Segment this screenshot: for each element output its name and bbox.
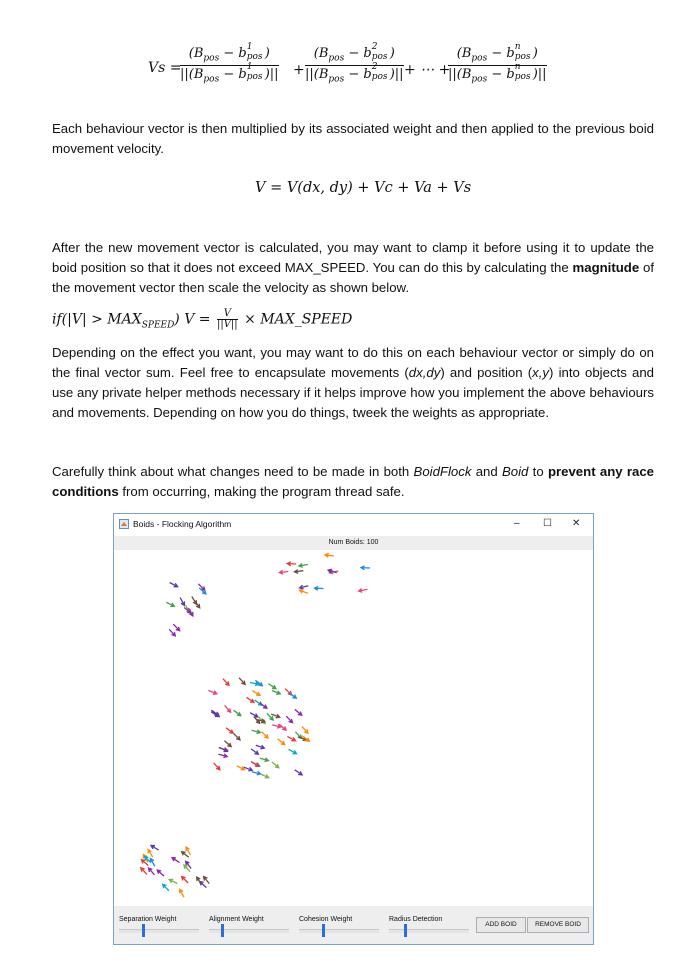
boid-arrow-icon	[180, 889, 184, 897]
paragraph-weights: Each behaviour vector is then multiplied by its associated weight and then applied to the previous boid movement velocity.	[52, 121, 654, 156]
boid-arrow-icon	[315, 586, 324, 590]
radius-detection-slider[interactable]	[386, 916, 472, 932]
boid-arrow-icon	[214, 763, 220, 770]
window-titlebar[interactable]	[114, 514, 593, 536]
boid-arrow-icon	[192, 597, 197, 605]
separation-weight-slider[interactable]	[116, 916, 202, 932]
boid-arrow-icon	[182, 852, 189, 858]
paragraph-encapsulate: Depending on the effect you want, you may want to do this on each behaviour vector or simply do on the final vector sum. Feel free to encapsulate movements (dx,dy) and position (x,y) into objects and use any private helper methods necessary if it helps improve how you implement the above behaviours and movements. Depending on how you do things, tweek the weights as appropriate.	[52, 345, 654, 420]
status-bar	[114, 536, 593, 550]
boid-arrow-icon	[300, 585, 309, 589]
boid-arrow-icon	[262, 732, 268, 738]
boid-arrow-icon	[208, 690, 216, 694]
boid-arrow-icon	[224, 741, 231, 747]
remove-boid-button[interactable]: REMOVE BOID	[527, 917, 589, 933]
boid-arrow-icon	[180, 598, 184, 606]
formula-vs-term-2: ($B_{pos} - b$ 2 pos ) $||(B_{pos} - b$ 2 pos )||	[305, 41, 404, 85]
boid-arrow-icon	[149, 868, 155, 875]
slider-thumb[interactable]	[142, 924, 145, 937]
boids-canvas	[114, 550, 593, 906]
boid-arrow-icon	[219, 754, 228, 758]
controls-panel	[114, 906, 593, 944]
add-boid-button[interactable]: ADD BOID	[476, 917, 526, 933]
boid-arrow-icon	[223, 679, 229, 686]
boid-arrow-icon	[299, 564, 308, 568]
boid-arrow-icon	[151, 846, 159, 851]
boid-arrow-icon	[182, 877, 188, 883]
boid-arrow-icon	[359, 589, 368, 593]
slider-thumb[interactable]	[404, 924, 407, 937]
boid-arrow-icon	[325, 553, 334, 557]
boid-arrow-icon	[300, 590, 309, 594]
boid-arrow-icon	[361, 566, 370, 570]
maximize-button[interactable]: ☐	[543, 518, 552, 529]
boid-arrow-icon	[239, 678, 245, 685]
boid-arrow-icon	[170, 583, 178, 587]
formula-vs-term-n: ($B_{pos} - b$ n pos ) $||(B_{pos} - b$ n pos )||	[448, 41, 547, 85]
boid-arrow-icon	[252, 771, 261, 775]
formula-vs-term-1: ($B_{pos} - b$ 1 pos ) $||(B_{pos} - b$ 1 pos )||	[180, 41, 279, 85]
boid-arrow-icon	[172, 858, 179, 863]
boid-arrow-icon	[186, 847, 190, 855]
minimize-button[interactable]: –	[514, 518, 520, 529]
formula-clamp: $if(|V| > MAX_{SPEED})$ V = $\frac{V}{||V||}$ × MAX_SPEED	[52, 308, 353, 331]
boid-arrow-icon	[225, 705, 231, 712]
alignment-weight-slider[interactable]	[206, 916, 292, 932]
window-title: Boids - Flocking Algorithm	[133, 519, 232, 529]
boid-arrow-icon	[250, 713, 258, 717]
boid-arrow-icon	[247, 697, 254, 702]
boid-arrow-icon	[157, 870, 164, 876]
boid-arrow-icon	[234, 734, 240, 740]
cohesion-weight-slider[interactable]	[296, 916, 382, 932]
formula-velocity-sum: V = V(dx, dy) + Vc + Va + Vs	[255, 180, 472, 196]
slider-track	[389, 929, 469, 933]
boid-arrow-icon	[289, 693, 296, 698]
boid-arrow-icon	[295, 770, 302, 775]
slider-label: Radius Detection	[389, 916, 443, 923]
boids-window	[113, 513, 594, 945]
boid-arrow-icon	[268, 684, 276, 689]
boid-arrow-icon	[173, 624, 179, 631]
plus-ellipsis-sign: + ⋯ +	[404, 62, 451, 78]
boid-arrow-icon	[302, 726, 308, 733]
boid-arrow-icon	[289, 749, 297, 753]
boid-arrow-icon	[166, 602, 174, 606]
boid-arrow-icon	[272, 690, 280, 694]
slider-label: Cohesion Weight	[299, 916, 353, 923]
boid-arrow-icon	[244, 767, 252, 771]
slider-thumb[interactable]	[221, 924, 224, 937]
paragraph-thread-safety: Carefully think about what changes need to be made in both BoidFlock and Boid to prevent any race conditions from occurring, making the program thread safe.	[52, 464, 654, 499]
boid-count-label: Num Boids: 100	[328, 539, 379, 546]
boid-arrow-icon	[260, 758, 269, 762]
paragraph-clamp: After the new movement vector is calculated, you may want to clamp it before using it to update the boid position so that it does not exceed MAX_SPEED. You can do this by calculating the magnitude of the movement vector then scale the velocity as shown below.	[52, 240, 654, 295]
boid-arrow-icon	[251, 761, 259, 766]
boid-arrow-icon	[237, 766, 245, 770]
slider-thumb[interactable]	[322, 924, 325, 937]
app-icon	[119, 519, 129, 529]
plus-sign: +	[293, 62, 305, 78]
boid-arrow-icon	[287, 736, 295, 740]
boid-arrow-icon	[279, 570, 288, 574]
boid-arrow-icon	[148, 850, 153, 858]
boid-arrow-icon	[169, 879, 177, 883]
boid-arrow-icon	[261, 774, 269, 778]
boid-arrow-icon	[286, 716, 292, 723]
boid-arrow-icon	[252, 730, 261, 734]
boid-arrow-icon	[294, 570, 303, 574]
boid-arrow-icon	[197, 877, 202, 885]
boid-arrow-icon	[251, 749, 258, 754]
boid-arrow-icon	[287, 562, 296, 566]
boid-arrow-icon	[204, 877, 210, 884]
slider-track	[299, 929, 379, 933]
formula-vs-lhs: Vs =	[148, 60, 182, 76]
boid-arrow-icon	[272, 762, 279, 768]
boid-arrow-icon	[295, 709, 302, 715]
boid-arrow-icon	[169, 629, 175, 636]
boid-arrow-icon	[234, 710, 241, 715]
boid-arrow-icon	[163, 884, 169, 891]
boid-arrow-icon	[252, 691, 260, 696]
slider-label: Separation Weight	[119, 916, 177, 923]
boid-arrow-icon	[141, 868, 147, 875]
boid-arrow-icon	[226, 728, 233, 733]
close-button[interactable]: ✕	[572, 518, 581, 529]
boid-arrow-icon	[278, 739, 285, 745]
boid-arrow-icon	[256, 745, 264, 749]
slider-label: Alignment Weight	[209, 916, 264, 923]
slider-track	[119, 929, 199, 933]
